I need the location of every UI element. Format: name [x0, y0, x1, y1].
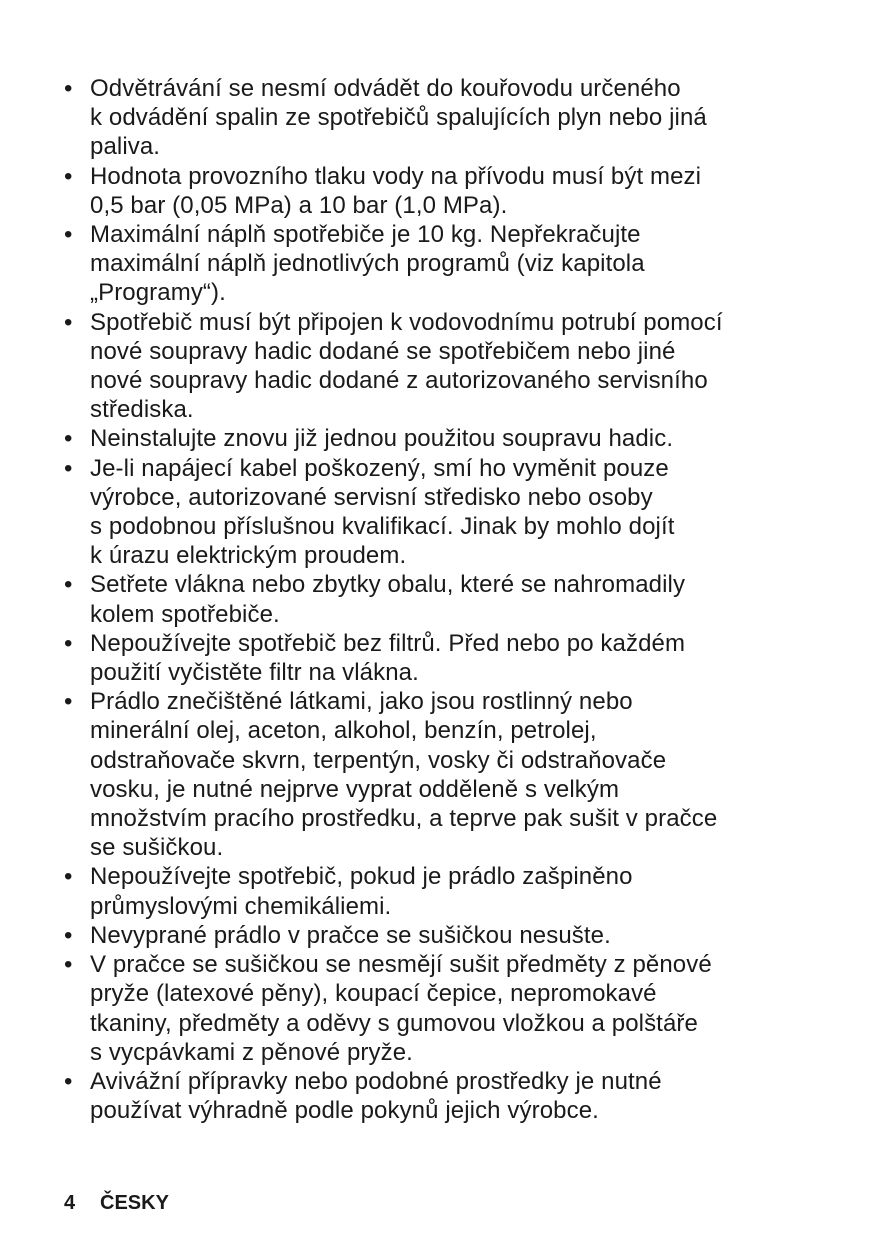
instruction-line: Je-li napájecí kabel poškozený, smí ho vyměnit pouze: [90, 454, 669, 482]
instruction-item: [64, 862, 824, 920]
instruction-line: Neinstalujte znovu již jednou použitou soupravu hadic.: [90, 425, 674, 453]
bullet-icon: •: [64, 75, 73, 102]
instruction-line: Setřete vlákna nebo zbytky obalu, které se nahromadily: [90, 571, 686, 599]
page-footer: [64, 1192, 169, 1215]
instruction-line: se sušičkou.: [90, 834, 224, 862]
instruction-line: Nevyprané prádlo v pračce se sušičkou nesušte.: [90, 921, 611, 949]
instruction-line: paliva.: [90, 133, 161, 161]
instruction-line: s podobnou příslušnou kvalifikací. Jinak by mohlo dojít: [90, 513, 675, 541]
instruction-item: [64, 424, 824, 453]
instruction-item: [64, 74, 824, 162]
instruction-line: maximální náplň jednotlivých programů (viz kapitola: [90, 250, 645, 278]
instruction-line: 0,5 bar (0,05 MPa) a 10 bar (1,0 MPa).: [90, 191, 508, 219]
language-label: ČESKY: [100, 1192, 169, 1214]
instruction-item: [64, 687, 824, 862]
instruction-line: nové soupravy hadic dodané se spotřebičem nebo jiné: [90, 337, 676, 365]
bullet-icon: •: [64, 425, 73, 453]
instruction-line: k úrazu elektrickým proudem.: [90, 542, 407, 570]
bullet-icon: •: [64, 221, 73, 249]
bullet-icon: •: [64, 863, 73, 891]
bullet-icon: •: [64, 308, 73, 336]
instruction-line: pryže (latexové pěny), koupací čepice, nepromokavé: [90, 980, 657, 1008]
bullet-icon: •: [64, 162, 73, 190]
instruction-line: střediska.: [90, 396, 194, 424]
instruction-line: Maximální náplň spotřebiče je 10 kg. Nepřekračujte: [90, 221, 641, 249]
instruction-line: Prádlo znečištěné látkami, jako jsou rostlinný nebo: [90, 688, 633, 716]
bullet-icon: •: [64, 571, 73, 599]
instruction-line: Odvětrávání se nesmí odvádět do kouřovodu určeného: [90, 75, 681, 102]
instruction-line: tkaniny, předměty a oděvy s gumovou vložkou a polštáře: [90, 1009, 698, 1037]
bullet-icon: •: [64, 1067, 73, 1095]
instruction-line: k odvádění spalin ze spotřebičů spalujících plyn nebo jiná: [90, 104, 707, 132]
instruction-line: Nepoužívejte spotřebič bez filtrů. Před nebo po každém: [90, 629, 686, 657]
page-number: 4: [64, 1192, 76, 1214]
instruction-line: použití vyčistěte filtr na vlákna.: [90, 659, 419, 687]
safety-instructions-list: [64, 74, 824, 1125]
instruction-line: používat výhradně podle pokynů jejich výrobce.: [90, 1097, 599, 1125]
instruction-item: [64, 570, 824, 628]
bullet-icon: •: [64, 629, 73, 657]
instruction-line: průmyslovými chemikáliemi.: [90, 892, 392, 920]
instruction-line: množstvím pracího prostředku, a teprve pak sušit v pračce: [90, 805, 718, 833]
instruction-line: s vycpávkami z pěnové pryže.: [90, 1038, 413, 1066]
instruction-item: [64, 454, 824, 571]
instruction-item: [64, 629, 824, 687]
instruction-item: [64, 921, 824, 950]
bullet-icon: •: [64, 688, 73, 716]
instruction-line: Avivážní přípravky nebo podobné prostředky je nutné: [90, 1067, 662, 1095]
bullet-icon: •: [64, 454, 73, 482]
instruction-line: „Programy“).: [90, 279, 226, 307]
instruction-line: nové soupravy hadic dodané z autorizovaného servisního: [90, 367, 708, 395]
instruction-line: Hodnota provozního tlaku vody na přívodu musí být mezi: [90, 162, 702, 190]
instruction-line: odstraňovače skvrn, terpentýn, vosky či odstraňovače: [90, 746, 667, 774]
instruction-line: Nepoužívejte spotřebič, pokud je prádlo zašpiněno: [90, 863, 633, 891]
instruction-line: kolem spotřebiče.: [90, 600, 280, 628]
instruction-item: [64, 308, 824, 425]
instruction-line: Spotřebič musí být připojen k vodovodnímu potrubí pomocí: [90, 308, 723, 336]
instruction-line: minerální olej, aceton, alkohol, benzín, petrolej,: [90, 717, 597, 745]
instruction-item: [64, 220, 824, 308]
bullet-icon: •: [64, 921, 73, 949]
instruction-item: [64, 950, 824, 1067]
instruction-line: V pračce se sušičkou se nesmějí sušit předměty z pěnové: [90, 951, 712, 979]
instruction-item: [64, 162, 824, 220]
bullet-icon: •: [64, 951, 73, 979]
instruction-line: vosku, je nutné nejprve vyprat odděleně s velkým: [90, 775, 620, 803]
instruction-line: výrobce, autorizované servisní středisko nebo osoby: [90, 483, 653, 511]
instruction-item: [64, 1067, 824, 1125]
